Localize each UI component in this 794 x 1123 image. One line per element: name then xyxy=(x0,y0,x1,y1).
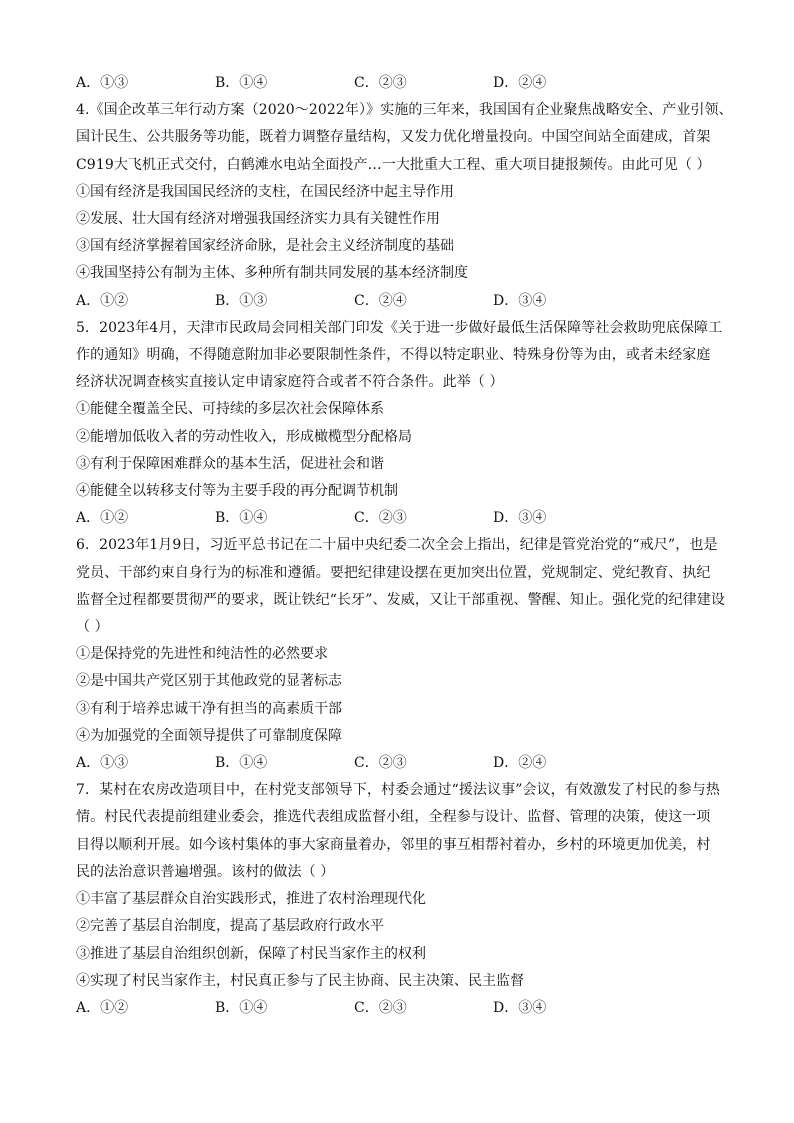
q3-options xyxy=(76,70,726,97)
q5-option-a: A．①② xyxy=(76,510,129,527)
q4-stem-line: 国计民生、公共服务等功能，既着力调整存量结构，又发力优化增量投向。中国空间站全面建成，首架 xyxy=(76,129,711,146)
exam-page xyxy=(76,70,733,1022)
q7-statement-3: ③推进了基层自治组织创新，保障了村民当家作主的权利 xyxy=(76,945,426,962)
q7-option-b: B．①④ xyxy=(215,999,268,1016)
q5-statement-3: ③有利于保障困难群众的基本生活，促进社会和谐 xyxy=(76,455,384,472)
q6-option-c: C．②③ xyxy=(354,755,407,772)
q7-stem-line: 目得以顺利开展。如今该村集体的事大家商量着办，邻里的事互相帮衬着办，乡村的环境更加优美，村 xyxy=(76,836,711,853)
q5-option-c: C．②③ xyxy=(354,510,407,527)
q4-option-d: D．③④ xyxy=(493,292,547,309)
question-7 xyxy=(76,777,726,1022)
q6-option-d: D．②④ xyxy=(493,755,547,772)
q4-options xyxy=(76,288,726,315)
q6-stem-line: 党员、干部约束自身行为的标准和遵循。要把纪律建设摆在更加突出位置，党规制定、党纪教育、执纪 xyxy=(76,564,711,581)
q4-statement-4: ④我国坚持公有制为主体、多种所有制共同发展的基本经济制度 xyxy=(76,265,468,282)
q4-stem-line: 4.《国企改革三年行动方案（2020～2022年）》实施的三年来，我国国有企业聚焦战略安全、产业引领、 xyxy=(76,102,733,119)
q4-statement-3: ③国有经济掌握着国家经济命脉，是社会主义经济制度的基础 xyxy=(76,238,454,255)
question-6 xyxy=(76,532,726,777)
q5-options xyxy=(76,505,726,532)
q4-option-c: C．②④ xyxy=(354,292,407,309)
q7-option-d: D．③④ xyxy=(493,999,547,1016)
q3-option-b: B．①④ xyxy=(215,75,268,91)
q6-stem-line: （ ） xyxy=(76,619,109,636)
q3-option-c: C．②③ xyxy=(354,75,407,91)
q7-option-a: A．①② xyxy=(76,999,129,1016)
q5-stem-line: 作的通知》明确，不得随意附加非必要限制性条件，不得以特定职业、特殊身份等为由，或者未经家庭 xyxy=(76,347,711,364)
q6-statement-2: ②是中国共产党区别于其他政党的显著标志 xyxy=(76,673,342,690)
q7-options xyxy=(76,995,726,1022)
q6-stem-line: 监督全过程都要贯彻严的要求，既让铁纪“长牙”、发威，又让干部重视、警醒、知止。强化党的纪律建设 xyxy=(76,591,726,608)
question-5 xyxy=(76,315,726,533)
q4-statement-2: ②发展、壮大国有经济对增强我国经济实力具有关键性作用 xyxy=(76,211,440,228)
q5-statement-2: ②能增加低收入者的劳动性收入，形成橄榄型分配格局 xyxy=(76,428,412,445)
q6-statement-1: ①是保持党的先进性和纯洁性的必然要求 xyxy=(76,646,328,663)
q5-statement-4: ④能健全以转移支付等为主要手段的再分配调节机制 xyxy=(76,483,398,500)
q7-stem-line: 情。村民代表提前组建业委会，推选代表组成监督小组，全程参与设计、监督、管理的决策，使这一项 xyxy=(76,809,711,826)
q4-stem-line: C919大飞机正式交付，白鹤滩水电站全面投产…一大批重大工程、重大项目捷报频传。由此可见（ ） xyxy=(76,156,711,173)
q7-stem-line: 民的法治意识普遍增强。该村的做法（ ） xyxy=(76,863,335,880)
q4-option-b: B．①③ xyxy=(215,292,268,309)
q7-statement-2: ②完善了基层自治制度，提高了基层政府行政水平 xyxy=(76,918,384,935)
q3-option-d: D．②④ xyxy=(493,75,547,91)
q6-option-b: B．①④ xyxy=(215,755,268,772)
q6-option-a: A．①③ xyxy=(76,755,129,772)
q5-stem-line: 5．2023年4月，天津市民政局会同相关部门印发《关于进一步做好最低生活保障等社会救助兜底保障工 xyxy=(76,319,723,336)
q7-option-c: C．②③ xyxy=(354,999,407,1016)
q6-statement-4: ④为加强党的全面领导提供了可靠制度保障 xyxy=(76,727,342,744)
q6-statement-3: ③有利于培养忠诚干净有担当的高素质干部 xyxy=(76,700,342,717)
q7-stem-line: 7．某村在农房改造项目中，在村党支部领导下，村委会通过“援法议事”会议，有效激发了村民的参与热 xyxy=(76,782,720,799)
q6-stem-line: 6．2023年1月9日，习近平总书记在二十届中央纪委二次全会上指出，纪律是管党治党的“戒尺”，也是 xyxy=(76,537,718,554)
q5-option-d: D．③④ xyxy=(493,510,547,527)
q7-statement-1: ①丰富了基层群众自治实践形式，推进了农村治理现代化 xyxy=(76,891,426,908)
q3-option-a: A．①③ xyxy=(76,75,129,91)
question-4 xyxy=(76,97,733,315)
q5-option-b: B．①④ xyxy=(215,510,268,527)
q5-statement-1: ①能健全覆盖全民、可持续的多层次社会保障体系 xyxy=(76,401,384,418)
q5-stem-line: 经济状况调查核实直接认定申请家庭符合或者不符合条件。此举（ ） xyxy=(76,374,504,391)
q6-options xyxy=(76,750,726,777)
q4-statement-1: ①国有经济是我国国民经济的支柱，在国民经济中起主导作用 xyxy=(76,183,454,200)
q7-statement-4: ④实现了村民当家作主，村民真正参与了民主协商、民主决策、民主监督 xyxy=(76,972,524,989)
q4-option-a: A．①② xyxy=(76,292,129,309)
